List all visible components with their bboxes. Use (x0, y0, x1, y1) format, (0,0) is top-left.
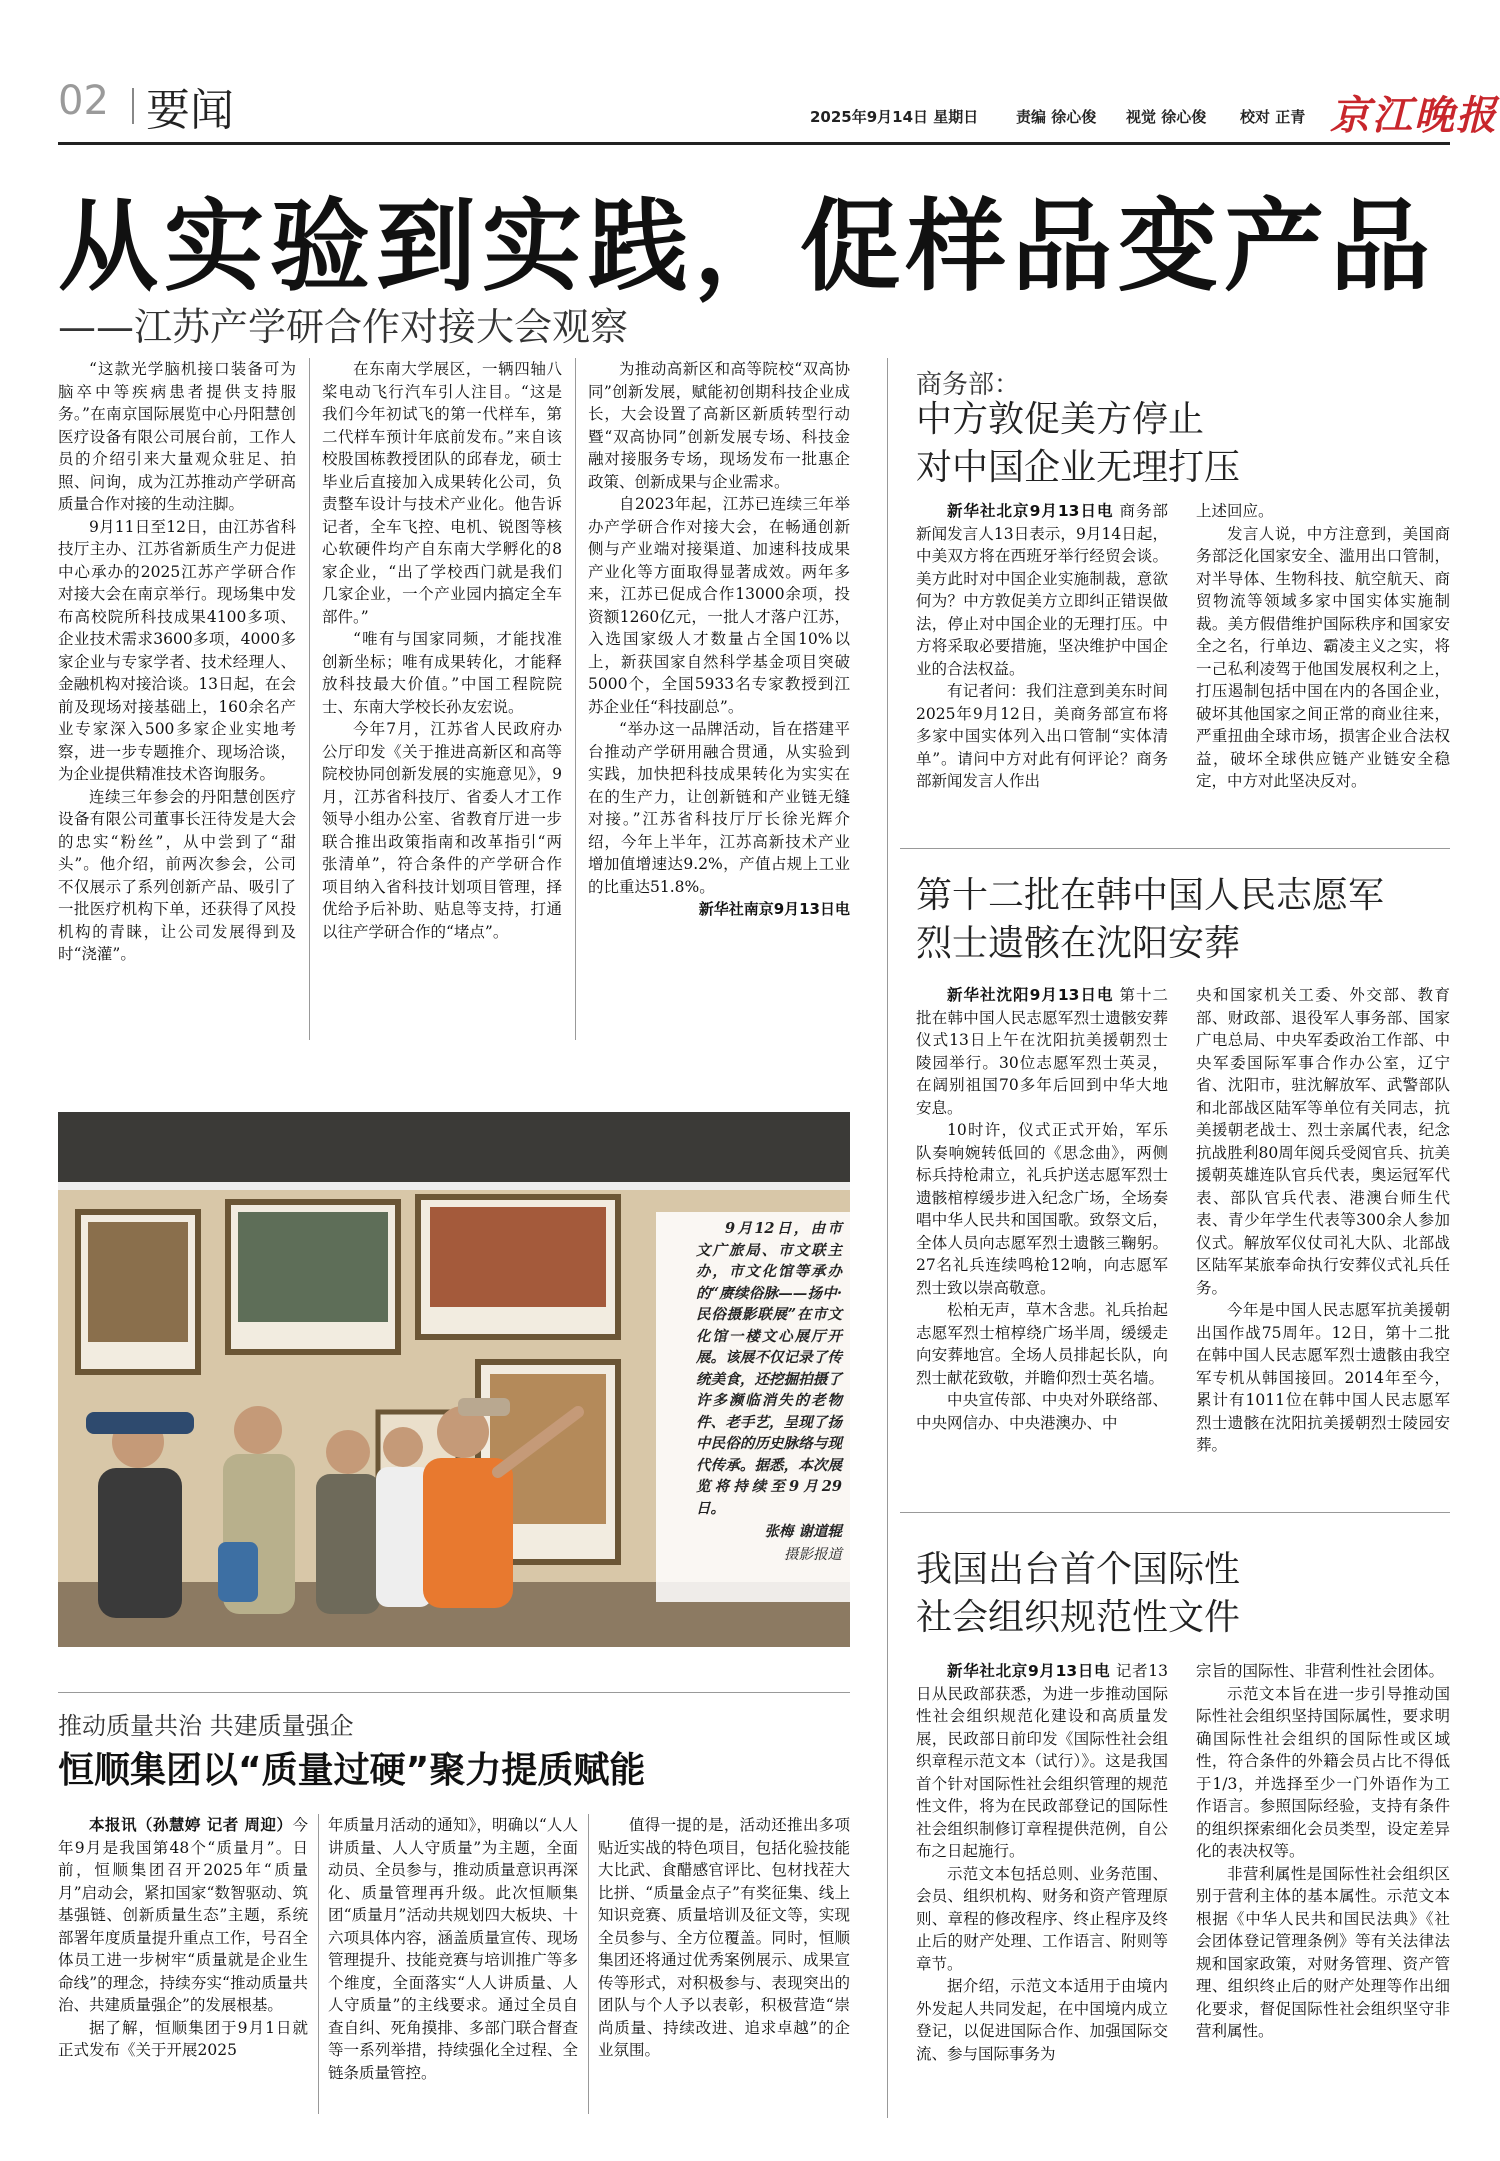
column-rule (318, 1814, 319, 2114)
lead-column-1 (58, 358, 296, 966)
section-rule (58, 1692, 850, 1693)
page-column-rule (887, 358, 888, 2118)
paragraph: “唯有与国家同频，才能找准创新坐标；唯有成果转化，才能释放科技最大价值。”中国工程院院士、东南大学校长孙友宏说。 (322, 630, 562, 716)
quality-headline: 恒顺集团以“质量过硬”聚力提质赋能 (58, 1750, 646, 1791)
column-rule (309, 358, 310, 1040)
paragraph: 连续三年参会的丹阳慧创医疗设备有限公司董事长汪待发是大会的忠实“粉丝”，从中尝到了“甜头”。他介绍，前两次参会，公司不仅展示了系列创新产品、吸引了一批医疗机构下单，还获得了风投机构的青睐，让公司发展得到及时“浇灌”。 (58, 787, 296, 963)
paragraph: 今年是中国人民志愿军抗美援朝出国作战75周年。12日，第十二批在韩中国人民志愿军烈士遗骸由我空军专机从韩国接回。2014年至今，累计有1011位在韩中国人民志愿军烈士遗骸在沈阳抗美援朝烈士陵园安葬。 (1196, 1301, 1450, 1454)
paragraph: 年质量月活动的通知》，明确以“人人讲质量、人人守质量”为主题，全面动员、全员参与，推动质量意识再深化、质量管理再升级。此次恒顺集团“质量月”活动共规划四大板块、十六项具体内容，涵盖质量宣传、现场管理提升、技能竞赛与培训推广等多个维度，全面落实“人人讲质量、人人守质量”的主线要求。通过全员自查自纠、死角摸排、多部门联合督查等一系列举措，持续强化全过程、全链条质量管控。 (328, 1816, 578, 2082)
photo-caption (696, 1218, 842, 1566)
ngo-column-2 (1196, 1660, 1450, 2043)
issue-date: 2025年9月14日 星期日 (810, 108, 979, 126)
commerce-column-1 (916, 500, 1168, 793)
paragraph: 为推动高新区和高等院校“双高协同”创新发展，赋能初创期科技企业成长，大会设置了高新区新质转型行动暨“双高协同”创新发展专场、科技金融对接服务专场，现场发布一批惠企政策、创新成果与企业需求。 (588, 360, 850, 491)
column-rule (588, 1814, 589, 2114)
paragraph: 值得一提的是，活动还推出多项贴近实战的特色项目，包括化验技能大比武、食醋感官评比、包材找茬大比拼、“质量金点子”有奖征集、线上知识竞赛、质量培训及征文等，实现全员参与、全方位覆盖。同时，恒顺集团还将通过优秀案例展示、成果宣传等形式，对积极参与、表现突出的团队与个人予以表彰，积极营造“崇尚质量、持续改进、追求卓越”的企业氛围。 (598, 1816, 850, 2059)
martyrs-column-2 (1196, 984, 1450, 1457)
section-rule (900, 848, 1450, 849)
martyrs-headline-line1: 第十二批在韩中国人民志愿军 (916, 875, 1385, 916)
commerce-dateline: 新华社北京9月13日电 (947, 502, 1114, 520)
paragraph: 据介绍，示范文本适用于由境内外发起人共同发起，在中国境内成立登记，以促进国际合作、加强国际交流、参与国际事务为 (916, 1977, 1168, 2063)
header-rule (58, 142, 1450, 145)
paragraph: 示范文本旨在进一步引导推动国际性社会组织坚持国际属性，要求明确国际性社会组织的国际性或区域性，符合条件的外籍会员占比不得低于1/3，并选择至少一门外语作为工作语言。参照国际经验，支持有条件的组织探索细化会员类型，设定差异化的表决权等。 (1196, 1684, 1450, 1860)
paragraph: 示范文本包括总则、业务范围、会员、组织机构、财务和资产管理原则、章程的修改程序、终止程序及终止后的财产处理、工作语言、附则等章节。 (916, 1864, 1168, 1973)
header-divider (132, 88, 134, 124)
paragraph: 发言人说，中方注意到，美国商务部泛化国家安全、滥用出口管制，对半导体、生物科技、航空航天、商贸物流等领域多家中国实体实施制裁。美方假借维护国际秩序和国家安全之名，行单边、霸凌主义之实，将一己私利凌驾于他国发展权利之上，打压遏制包括中国在内的各国企业，破坏其他国家之间正常的商业往来，严重扭曲全球市场，损害企业合法权益，破坏全球供应链产业链安全稳定，中方对此坚决反对。 (1196, 524, 1450, 790)
paragraph: 宗旨的国际性、非营利性社会团体。 (1196, 1662, 1445, 1680)
paragraph: 央和国家机关工委、外交部、教育部、财政部、退役军人事务部、国家广电总局、中央军委政治工作部、中央军委国际军事合作办公室，辽宁省、沈阳市，驻沈解放军、武警部队和北部战区陆军等单位有关同志，抗美援朝老战士、烈士亲属代表，纪念抗战胜利80周年阅兵受阅官兵、抗美援朝英雄连队官兵代表，奥运冠军代表、部队官兵代表、港澳台师生代表、青少年学生代表等300余人参加仪式。解放军仪仗司礼大队、北部战区陆军某旅奉命执行安葬仪式礼兵任务。 (1196, 986, 1450, 1297)
paragraph: “举办这一品牌活动，旨在搭建平台推动产学研用融合贯通，从实验到实践，加快把科技成果转化为实实在在的生产力，让创新链和产业链无缝对接。”江苏省科技厅厅长徐光辉介绍，今年上半年，江苏高新技术产业增加值增速达9.2%，产值占规上工业的比重达51.8%。 (588, 720, 850, 896)
quality-column-2 (328, 1814, 578, 2084)
martyrs-headline-line2: 烈士遗骸在沈阳安葬 (916, 923, 1241, 964)
visual-credit: 视觉 徐心俊 (1126, 108, 1207, 126)
lead-column-2 (322, 358, 562, 943)
paragraph: 商务部新闻发言人13日表示，9月14日起，中美双方将在西班牙举行经贸会谈。美方此时对中国企业实施制裁，意欲何为？中方敦促美方立即纠正错误做法，停止对中国企业的无理打压。中方将采取必要措施，坚决维护中国企业的合法权益。 (916, 502, 1168, 678)
paragraph: 松柏无声，草木含悲。礼兵抬起志愿军烈士棺椁绕广场半周，缓缓走向安葬地宫。全场人员排起长队，向烈士献花致敬，并瞻仰烈士英名墙。 (916, 1301, 1168, 1387)
caption-text: 9月12日，由市文广旅局、市文联主办，市文化馆等承办的“赓续俗脉——扬中·民俗摄影联展”在市文化馆一楼文心展厅开展。该展不仅记录了传统美食，还挖掘拍摄了许多濒临消失的老物件、老手艺，呈现了扬中民俗的历史脉络与现代传承。据悉，本次展览将持续至9月29日。 (696, 1220, 842, 1517)
ngo-column-1 (916, 1660, 1168, 2065)
editor-credit: 责编 徐心俊 (1016, 108, 1097, 126)
paragraph: 10时许，仪式正式开始，军乐队奏响婉转低回的《思念曲》，两侧标兵持枪肃立，礼兵护送志愿军烈士遗骸棺椁缓步进入纪念广场，全场奏唱中华人民共和国国歌。致祭文后，全体人员向志愿军烈士遗骸三鞠躬。27名礼兵连续鸣枪12响，向志愿军烈士致以崇高敬意。 (916, 1121, 1168, 1297)
lead-headline: 从实验到实践，促样品变产品 (58, 187, 1436, 305)
paragraph: 据了解，恒顺集团于9月1日就正式发布《关于开展2025 (58, 2018, 308, 2059)
paragraph: 有记者问：我们注意到美东时间2025年9月12日，美商务部宣布将多家中国实体列入出口管制“实体清单”。请问中方对此有何评论？商务部新闻发言人作出 (916, 682, 1168, 790)
page-number: 02 (58, 78, 109, 124)
commerce-column-2 (1196, 500, 1450, 793)
commerce-kicker: 商务部： (916, 370, 1021, 400)
paragraph: 上述回应。 (1196, 502, 1274, 520)
quality-column-1 (58, 1814, 308, 2062)
newspaper-logo: 京江晚报 (1330, 92, 1498, 139)
column-rule (575, 358, 576, 1040)
quality-column-3 (598, 1814, 850, 2062)
paragraph: 中央宣传部、中央对外联络部、中央网信办、中央港澳办、中 (916, 1391, 1168, 1432)
paragraph: “这款光学脑机接口装备可为脑卒中等疾病患者提供支持服务。”在南京国际展览中心丹阳慧创医疗设备有限公司展台前，工作人员的介绍引来大量观众驻足、拍照、问询，成为江苏推动产学研高质量合作对接的生动注脚。 (58, 360, 296, 513)
photo-credit-names: 张梅 谢道辊 (764, 1523, 842, 1540)
martyrs-column-1 (916, 984, 1168, 1434)
lead-column-3 (588, 358, 850, 921)
photo-credit-type: 摄影报道 (784, 1546, 842, 1563)
paragraph: 记者13日从民政部获悉，为进一步推动国际性社会组织规范化建设和高质量发展，民政部日前印发《国际性社会组织章程示范文本（试行）》。这是我国首个针对国际性社会组织管理的规范性文件，将为在民政部登记的国际性社会组织制修订章程提供范例，自公布之日起施行。 (916, 1662, 1168, 1860)
paragraph: 今年9月是我国第48个“质量月”。日前，恒顺集团召开2025年“质量月”启动会，紧扣国家“数智驱动、筑基强链、创新质量生态”主题，系统部署年度质量提升重点工作，号召全体员工进一步树牢“质量就是企业生命线”的理念，持续夯实“推动质量共治、共建质量强企”的发展根基。 (58, 1816, 308, 2014)
commerce-headline-line2: 对中国企业无理打压 (916, 447, 1241, 488)
commerce-headline-line1: 中方敦促美方停止 (916, 399, 1205, 440)
ngo-dateline: 新华社北京9月13日电 (947, 1662, 1111, 1680)
proofread-credit: 校对 正青 (1240, 108, 1306, 126)
lead-byline: 新华社南京9月13日电 (698, 900, 850, 918)
ngo-headline-line1: 我国出台首个国际性 (916, 1549, 1241, 1590)
section-rule (900, 1512, 1450, 1513)
quality-kicker: 推动质量共治 共建质量强企 (58, 1712, 354, 1740)
paragraph: 非营利属性是国际性社会组织区别于营利主体的基本属性。示范文本根据《中华人民共和国民法典》《社会团体登记管理条例》等有关法律法规和国家政策，对财务管理、资产管理、组织终止后的财产处理等作出细化要求，督促国际性社会组织坚守非营利属性。 (1196, 1864, 1450, 2040)
paragraph: 今年7月，江苏省人民政府办公厅印发《关于推进高新区和高等院校协同创新发展的实施意见》，9月，江苏省科技厅、省委人才工作领导小组办公室、省教育厅进一步联合推出政策指南和改革指引“两张清单”，符合条件的产学研合作项目纳入省科技计划项目管理，择优给予后补助、贴息等支持，打通以往产学研合作的“堵点”。 (322, 720, 562, 941)
paragraph: 9月11日至12日，由江苏省科技厅主办、江苏省新质生产力促进中心承办的2025江苏产学研合作对接大会在南京举行。现场集中发布高校院所科技成果4100多项、企业技术需求3600多项，4000多家企业与专家学者、技术经理人、金融机构对接洽谈。13日起，在会前及现场对接基础上，160余名产业专家深入500多家企业实地考察，进一步专题推介、现场洽谈，为企业提供精准技术咨询服务。 (58, 517, 296, 783)
paragraph: 在东南大学展区，一辆四轴八桨电动飞行汽车引人注目。“这是我们今年初试飞的第一代样车，第二代样车预计年底前发布。”来自该校股国栋教授团队的邱春龙，硕士毕业后直接加入成果转化公司，负责整车设计与技术产业化。他告诉记者，全车飞控、电机、锐图等核心软硬件均产自东南大学孵化的8家企业，“出了学校西门就是我们几家企业，一个产业园内搞定全车部件。” (322, 360, 562, 626)
paragraph: 自2023年起，江苏已连续三年举办产学研合作对接大会，在畅通创新侧与产业端对接渠道、加速科技成果产业化等方面取得显著成效。两年多来，江苏已促成合作13000余项，投资额1260亿元，一批人才落户江苏，入选国家级人才数量占全国10%以上，新获国家自然科学基金项目突破5000个，全国5933名专家教授到江苏企业任“科技副总”。 (588, 495, 850, 716)
lead-subtitle: ——江苏产学研合作对接大会观察 (58, 305, 629, 349)
martyrs-dateline: 新华社沈阳9月13日电 (947, 986, 1114, 1004)
ngo-headline-line2: 社会组织规范性文件 (916, 1597, 1241, 1638)
quality-byline: 本报讯（孙慧婷 记者 周迎） (89, 1816, 293, 1834)
paragraph: 第十二批在韩中国人民志愿军烈士遗骸安葬仪式13日上午在沈阳抗美援朝烈士陵园举行。30位志愿军烈士英灵，在阔别祖国70多年后回到中华大地安息。 (916, 986, 1168, 1117)
section-name: 要闻 (146, 85, 234, 136)
